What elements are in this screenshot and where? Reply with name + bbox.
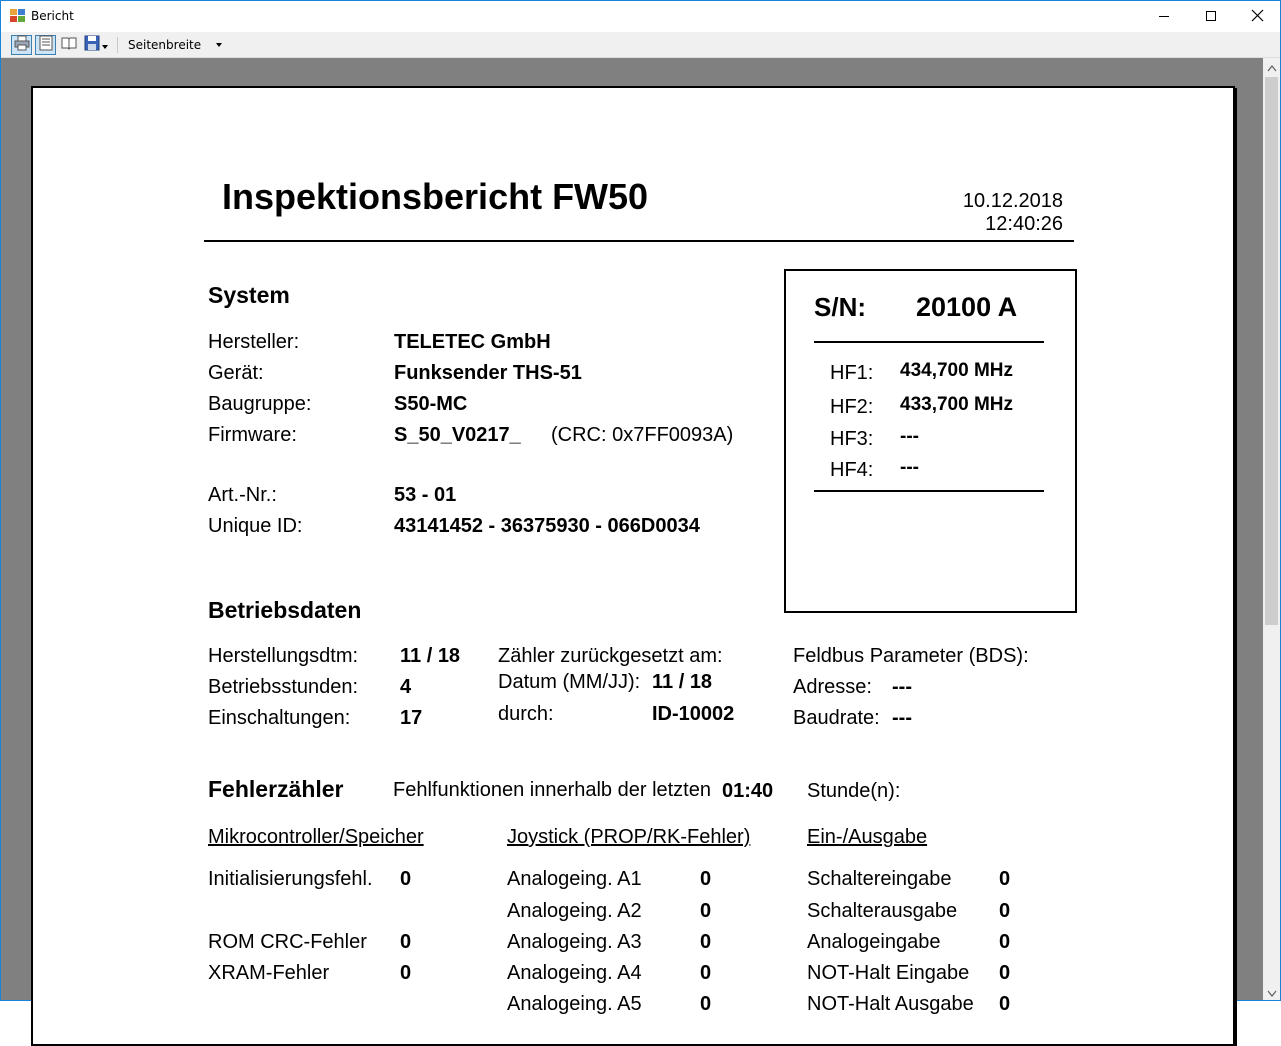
preview-area[interactable] <box>1 58 1263 1015</box>
close-icon <box>1252 8 1263 26</box>
list-item-value: 0 <box>700 900 712 922</box>
sn-divider-bottom <box>814 490 1044 492</box>
baudrate-label: Baudrate: <box>793 707 880 729</box>
sn-value: 20100 A <box>916 292 1018 322</box>
hf3-label: HF3: <box>830 428 874 450</box>
einschaltungen-label: Einschaltungen: <box>208 707 351 729</box>
minimize-button[interactable] <box>1141 1 1187 32</box>
list-item-label: XRAM-Fehler <box>208 962 330 984</box>
maximize-icon <box>1206 8 1216 26</box>
geraet-label: Gerät: <box>208 362 264 384</box>
artnr-value: 53 - 01 <box>394 484 457 506</box>
datum-value: 11 / 18 <box>652 671 713 693</box>
chevron-down-icon <box>216 43 222 47</box>
list-item-value: 0 <box>400 931 412 953</box>
list-item-value: 0 <box>999 868 1011 890</box>
einschaltungen-value: 17 <box>400 707 423 729</box>
baudrate-value: --- <box>892 707 912 729</box>
hf4-label: HF4: <box>830 459 874 481</box>
list-item-label: Analogeing. A1 <box>507 868 642 890</box>
book-icon <box>61 35 77 56</box>
durch-value: ID-10002 <box>652 703 735 725</box>
betriebsdaten-heading: Betriebsdaten <box>208 597 362 623</box>
durch-label: durch: <box>498 703 554 725</box>
window-title: Bericht <box>31 9 74 23</box>
list-item-label: Analogeing. A5 <box>507 993 642 1015</box>
report-page <box>31 86 1235 1046</box>
list-item-value: 0 <box>999 993 1011 1015</box>
printer-icon <box>14 35 30 56</box>
sn-divider-top <box>814 341 1044 343</box>
page-title: Inspektionsbericht FW50 <box>222 176 649 217</box>
uid-value: 43141452 - 36375930 - 066D0034 <box>394 515 700 537</box>
scroll-down-button[interactable] <box>1263 983 1280 1000</box>
title-bar[interactable] <box>1 1 1280 32</box>
save-icon <box>84 35 100 56</box>
col3-heading: Ein-/Ausgabe <box>807 826 928 848</box>
hf2-label: HF2: <box>830 396 874 418</box>
serial-number-box <box>784 269 1077 613</box>
period-value: 01:40 <box>722 780 774 802</box>
col1-heading: Mikrocontroller/Speicher <box>208 826 424 848</box>
zoom-dropdown[interactable] <box>123 35 227 55</box>
betriebsstunden-value: 4 <box>400 676 412 698</box>
list-item-value: 0 <box>400 962 412 984</box>
adresse-label: Adresse: <box>793 676 872 698</box>
system-heading: System <box>208 282 290 308</box>
betriebsstunden-label: Betriebsstunden: <box>208 676 359 698</box>
toolbar <box>1 32 1280 58</box>
sn-label: S/N: <box>814 292 866 322</box>
vertical-scrollbar[interactable] <box>1263 58 1280 1000</box>
scrollbar-thumb[interactable] <box>1265 77 1278 625</box>
scroll-up-button[interactable] <box>1263 58 1280 75</box>
report-time: 12:40:26 <box>985 213 1063 235</box>
list-item-label: ROM CRC-Fehler <box>208 931 367 953</box>
list-item-value: 0 <box>700 931 712 953</box>
close-button[interactable] <box>1234 1 1280 32</box>
geraet-value: Funksender THS-51 <box>394 362 582 384</box>
col2-heading: Joystick (PROP/RK-Fehler) <box>507 826 751 848</box>
minimize-icon <box>1159 8 1169 26</box>
page-layout-icon <box>38 35 54 56</box>
herstellungsdtm-value: 11 / 18 <box>400 645 461 667</box>
uid-label: Unique ID: <box>208 515 303 537</box>
list-item-label: Schalterausgabe <box>807 900 958 922</box>
list-item-label: Analogeing. A4 <box>507 962 642 984</box>
list-item-label: Schaltereingabe <box>807 868 952 890</box>
artnr-label: Art.-Nr.: <box>208 484 277 506</box>
hersteller-value: TELETEC GmbH <box>394 331 551 353</box>
zoom-value: Seitenbreite <box>128 38 202 52</box>
baugruppe-value: S50-MC <box>394 393 468 415</box>
herstellungsdtm-label: Herstellungsdtm: <box>208 645 359 667</box>
firmware-label: Firmware: <box>208 424 297 446</box>
list-item-label: NOT-Halt Ausgabe <box>807 993 974 1015</box>
baugruppe-label: Baugruppe: <box>208 393 312 415</box>
hf1-value: 434,700 MHz <box>900 360 1014 381</box>
feldbus-label: Feldbus Parameter (BDS): <box>793 645 1029 667</box>
list-item-value: 0 <box>700 962 712 984</box>
firmware-value: S_50_V0217_ <box>394 424 521 446</box>
hf1-label: HF1: <box>830 362 874 384</box>
list-item-label: Analogeingabe <box>807 931 941 953</box>
toolbar-separator <box>117 37 118 53</box>
page-layout-button[interactable] <box>35 35 56 55</box>
firmware-crc: (CRC: 0x7FF0093A) <box>551 424 734 446</box>
list-item-label: Initialisierungsfehl. <box>208 868 373 890</box>
export-button[interactable] <box>82 35 110 55</box>
period-text: Fehlfunktionen innerhalb der letzten <box>393 779 711 801</box>
list-item-value: 0 <box>700 868 712 890</box>
chevron-down-icon <box>1268 983 1276 1001</box>
hf4-value: --- <box>900 457 919 478</box>
print-button[interactable] <box>11 35 32 55</box>
list-item-value: 0 <box>999 931 1011 953</box>
list-item-value: 0 <box>400 868 412 890</box>
list-item-label: NOT-Halt Eingabe <box>807 962 970 984</box>
adresse-value: --- <box>892 676 912 698</box>
hf2-value: 433,700 MHz <box>900 394 1014 415</box>
list-item-value: 0 <box>999 962 1011 984</box>
reset-label: Zähler zurückgesetzt am: <box>498 645 723 667</box>
maximize-button[interactable] <box>1188 1 1234 32</box>
fehlerzaehler-heading: Fehlerzähler <box>208 776 344 802</box>
title-underline <box>204 240 1074 242</box>
hersteller-label: Hersteller: <box>208 331 300 353</box>
period-unit: Stunde(n): <box>807 780 901 802</box>
report-date: 10.12.2018 <box>962 190 1063 212</box>
list-item-value: 0 <box>999 900 1011 922</box>
list-item-label: Analogeing. A3 <box>507 931 642 953</box>
hf3-value: --- <box>900 426 919 447</box>
chevron-up-icon <box>1268 58 1276 76</box>
chevron-down-icon <box>102 36 108 54</box>
page-setup-button[interactable] <box>58 35 79 55</box>
list-item-label: Analogeing. A2 <box>507 900 642 922</box>
list-item-value: 0 <box>700 993 712 1015</box>
datum-label: Datum (MM/JJ): <box>498 671 641 693</box>
app-icon <box>10 9 26 23</box>
